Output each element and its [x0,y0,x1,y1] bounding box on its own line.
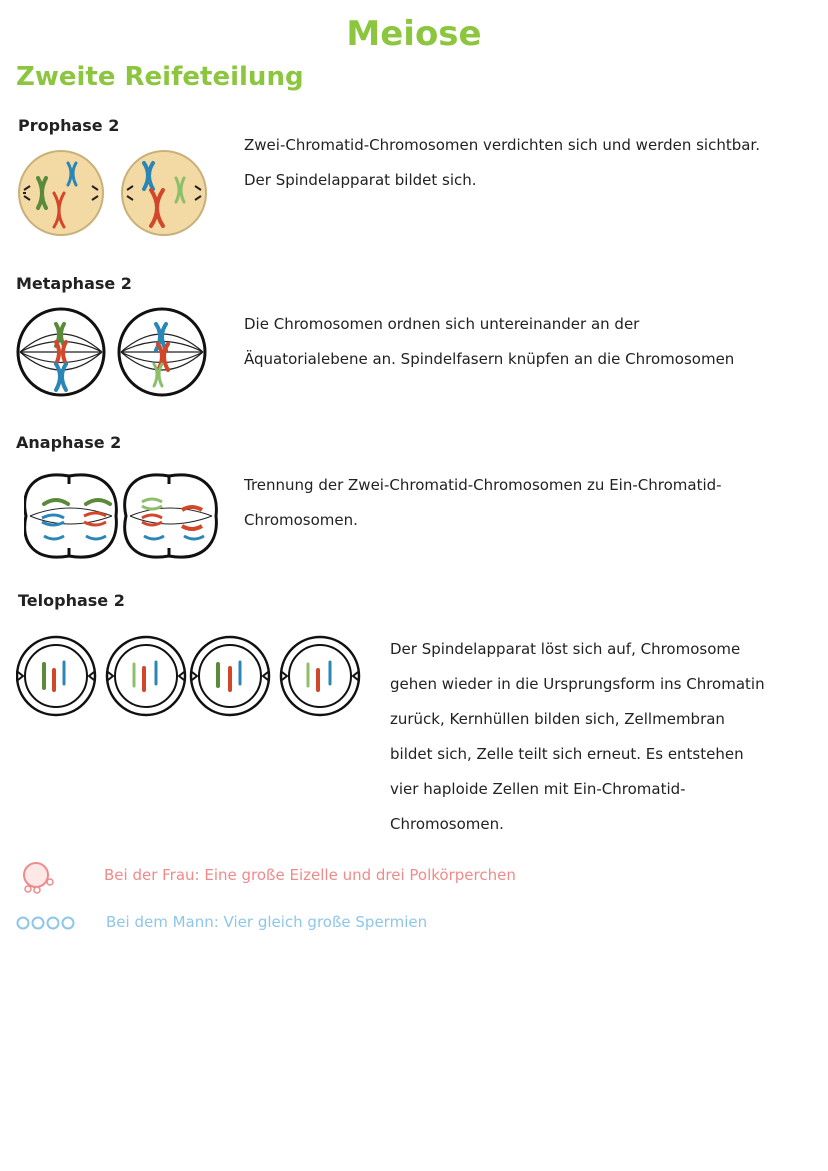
anaphase-cell-2 [125,475,217,557]
metaphase-description: Die Chromosomen ordnen sich untereinander an der Äquatorialebene an. Spindelfasern knüpfen an die Chromosomen [244,315,735,368]
phase-label-anaphase: Anaphase 2 [16,433,122,452]
metaphase-illustration [16,306,216,400]
telophase-cell-2 [107,637,185,715]
metaphase-cell-2 [119,309,205,395]
anaphase-cell-1 [25,475,117,557]
prophase-illustration [16,148,216,238]
anaphase-illustration [24,470,220,562]
prophase-cell-1 [19,151,103,235]
egg-cell-icon [20,860,56,894]
note-male: Bei dem Mann: Vier gleich große Spermien [106,913,428,931]
section-title: Zweite Reifeteilung [16,62,304,92]
anaphase-description: Trennung der Zwei-Chromatid-Chromosomen zu Ein-Chromatid- Chromosomen. [244,476,722,529]
telophase-cell-4 [281,637,359,715]
telophase-description: Der Spindelapparat löst sich auf, Chromosome gehen wieder in die Ursprungsform ins Chromatin zurück, Kernhüllen bilden sich, Zellmembran bildet sich, Zelle teilt sich erneut. Es entstehen vier haploide Zellen mit Ein-Chromatid- Chromosomen. [390,640,765,833]
phase-label-telophase: Telophase 2 [18,591,125,610]
phase-label-prophase: Prophase 2 [18,116,120,135]
note-female: Bei der Frau: Eine große Eizelle und drei Polkörperchen [104,866,516,884]
telophase-illustration [16,634,362,718]
prophase-description: Zwei-Chromatid-Chromosomen verdichten sich und werden sichtbar. Der Spindelapparat bildet sich. [244,136,760,189]
prophase-cell-2 [122,151,206,235]
sperm-cells-icon [16,915,78,931]
phase-label-metaphase: Metaphase 2 [16,274,132,293]
telophase-cell-3 [191,637,269,715]
metaphase-cell-1 [18,309,104,395]
page-title: Meiose [346,14,482,54]
telophase-cell-1 [17,637,95,715]
